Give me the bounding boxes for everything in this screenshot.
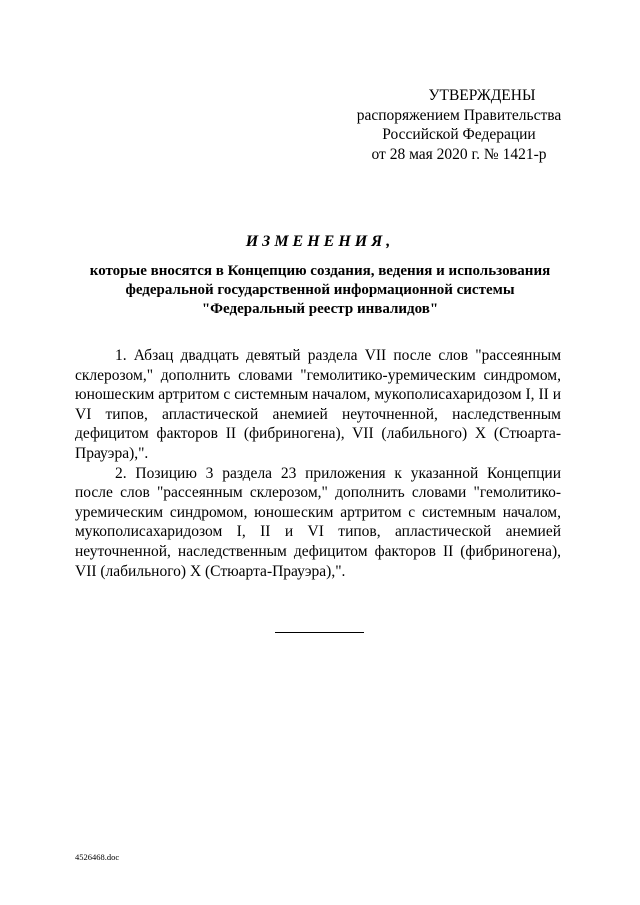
document-subtitle-line-2: федеральной государственной информационной системы (125, 282, 515, 298)
document-title: ИЗМЕНЕНИЯ, (245, 233, 395, 250)
paragraph-1: 1. Абзац двадцать девятый раздела VII после слов "рассеянным склерозом," дополнить словами "гемолитико-уремическим синдромом, юношеским артритом с системным началом, мукополисахаридозом I, II и VI типов, апластической анемией неуточненной, наследственным дефицитом факторов II (фибриногена), VII (лабильного) X (Стюарта-Прауэра),". (75, 347, 561, 462)
approval-line-country: Российской Федерации (382, 126, 536, 143)
document-title-block (70, 233, 570, 319)
document-body (75, 346, 561, 581)
footer-filename: 4526468.doc (75, 852, 120, 862)
document-subtitle-line-3: "Федеральный реестр инвалидов" (201, 301, 439, 317)
document-subtitle-line-1: которые вносятся в Концепцию создания, ведения и использования (89, 263, 551, 279)
approval-line-date-number: от 28 мая 2020 г. № 1421-р (371, 145, 547, 163)
approval-line-authority: распоряжением Правительства (356, 106, 562, 124)
end-separator-line (275, 632, 364, 633)
paragraph-2: 2. Позицию 3 раздела 23 приложения к указанной Концепции после слов "рассеянным склерозом," дополнить словами "гемолитико-уремическим синдромом, юношеским артритом с системным началом, мукополисахаридозом I, II и VI типов, апластической анемией неуточненной, наследственным дефицитом факторов II (фибриногена), VII (лабильного) X (Стюарта-Прауэра),". (75, 464, 561, 580)
approval-heading: УТВЕРЖДЕНЫ (428, 87, 536, 104)
approval-block (340, 86, 578, 164)
